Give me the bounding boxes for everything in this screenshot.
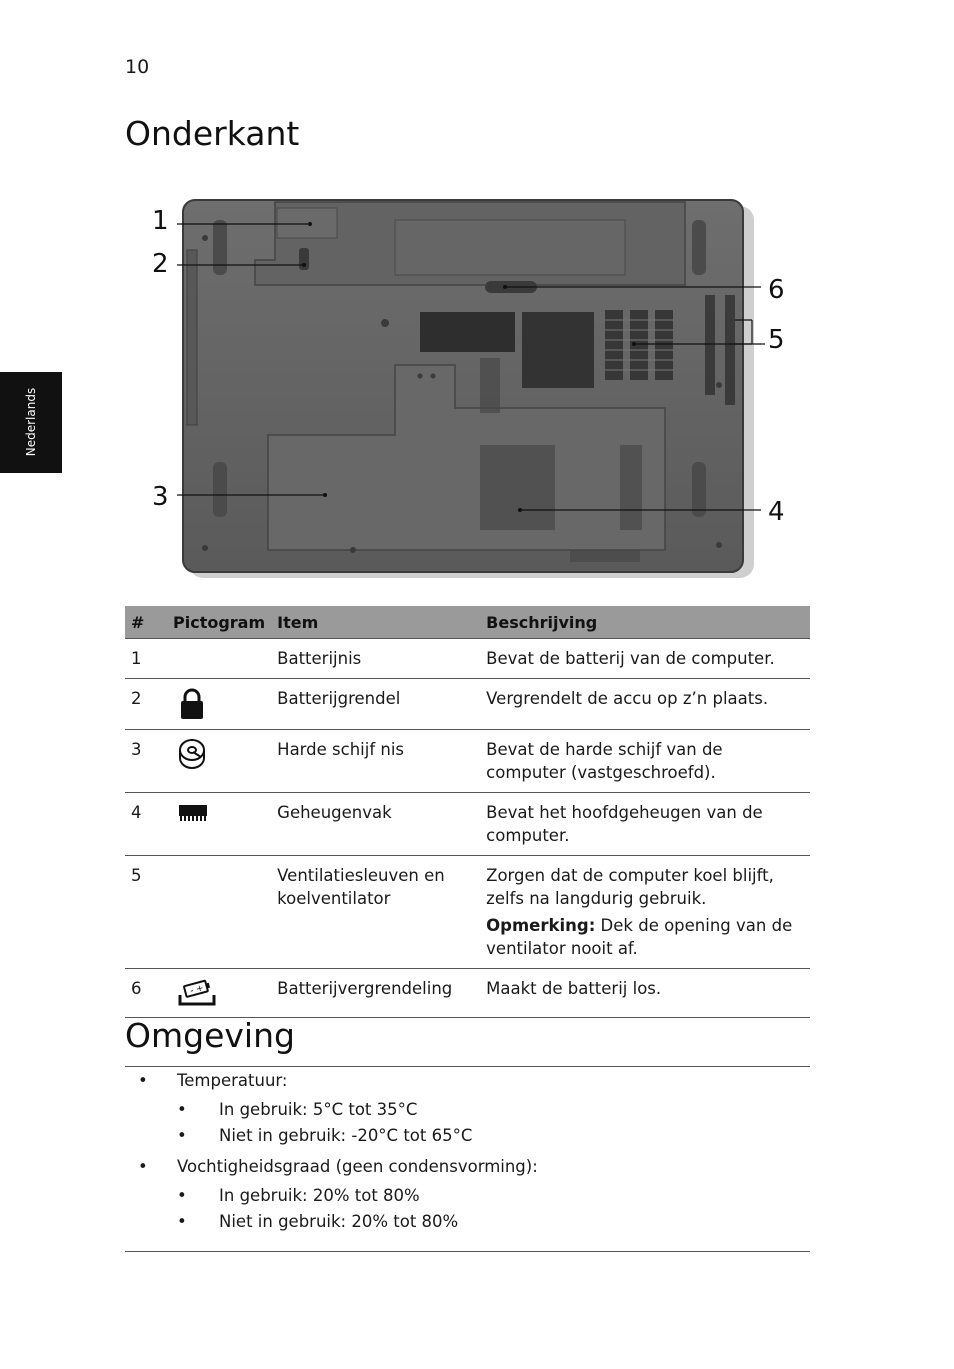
row-number: 3 <box>125 730 167 793</box>
table-row <box>125 639 810 679</box>
section-title-onderkant: Onderkant <box>125 114 300 153</box>
language-side-tab <box>0 372 62 473</box>
laptop-bottom-figure <box>125 190 825 590</box>
header-item: Item <box>271 606 480 639</box>
list-item: • In gebruik: 5°C tot 35°C <box>177 1097 810 1123</box>
spec-label: Temperatuur: <box>177 1071 288 1090</box>
row-icon-empty <box>167 856 271 969</box>
callout-3: 3 <box>152 482 169 512</box>
row-icon <box>167 730 271 793</box>
callout-5: 5 <box>768 325 785 355</box>
header-description: Beschrijving <box>480 606 810 639</box>
spec-label: Vochtigheidsgraad (geen condensvorming): <box>177 1157 538 1176</box>
list-item: • Niet in gebruik: 20% tot 80% <box>177 1209 810 1235</box>
callout-1: 1 <box>152 206 169 236</box>
side-tab-label: Nederlands <box>24 387 38 457</box>
note-text: Dek de opening van de ventilator nooit af. <box>486 916 793 958</box>
row-note <box>486 914 804 960</box>
memory-icon <box>177 801 209 823</box>
page-number: 10 <box>125 56 150 78</box>
list-item: • In gebruik: 20% tot 80% <box>177 1183 810 1209</box>
header-pictogram: Pictogram <box>167 606 271 639</box>
row-item: Batterijnis <box>271 639 480 679</box>
note-label: Opmerking: <box>486 916 596 935</box>
list-item: • Niet in gebruik: -20°C tot 65°C <box>177 1123 810 1149</box>
row-number: 2 <box>125 679 167 730</box>
row-description: Bevat de batterij van de computer. <box>480 639 810 679</box>
row-description: Zorgen dat de computer koel blijft, zelfs na langdurig gebruik. <box>486 866 774 908</box>
row-item: Geheugenvak <box>271 793 480 856</box>
section-title-omgeving: Omgeving <box>125 1016 295 1055</box>
row-number: 6 <box>125 969 167 1018</box>
table-row <box>125 679 810 730</box>
row-item: Harde schijf nis <box>271 730 480 793</box>
hard-disk-icon <box>177 738 207 770</box>
list-item <box>125 1155 810 1235</box>
row-item: Ventilatiesleuven en koelventilator <box>271 856 480 969</box>
row-icon <box>167 793 271 856</box>
table-row <box>125 856 810 969</box>
laptop-bottom-illustration <box>125 190 825 590</box>
lock-icon <box>177 687 207 721</box>
row-item: Batterijgrendel <box>271 679 480 730</box>
row-number: 1 <box>125 639 167 679</box>
table-row <box>125 969 810 1018</box>
table-header-row <box>125 606 810 639</box>
svg-text:- +: - + <box>189 983 205 997</box>
row-item: Batterijvergrendeling <box>271 969 480 1018</box>
row-number: 5 <box>125 856 167 969</box>
row-description-cell <box>480 856 810 969</box>
row-description: Bevat het hoofdgeheugen van de computer. <box>480 793 810 856</box>
table-row <box>125 793 810 856</box>
table-row <box>125 730 810 793</box>
row-icon-empty <box>167 639 271 679</box>
row-description: Maakt de batterij los. <box>480 969 810 1018</box>
header-number: # <box>125 606 167 639</box>
row-number: 4 <box>125 793 167 856</box>
components-table <box>125 606 810 1018</box>
battery-release-icon <box>177 977 217 1007</box>
environment-specs <box>125 1066 810 1252</box>
callout-4: 4 <box>768 497 785 527</box>
row-description: Vergrendelt de accu op z’n plaats. <box>480 679 810 730</box>
callout-6: 6 <box>768 275 785 305</box>
list-item <box>125 1069 810 1149</box>
callout-2: 2 <box>152 249 169 279</box>
row-description: Bevat de harde schijf van de computer (vastgeschroefd). <box>480 730 810 793</box>
row-icon <box>167 679 271 730</box>
row-icon <box>167 969 271 1018</box>
